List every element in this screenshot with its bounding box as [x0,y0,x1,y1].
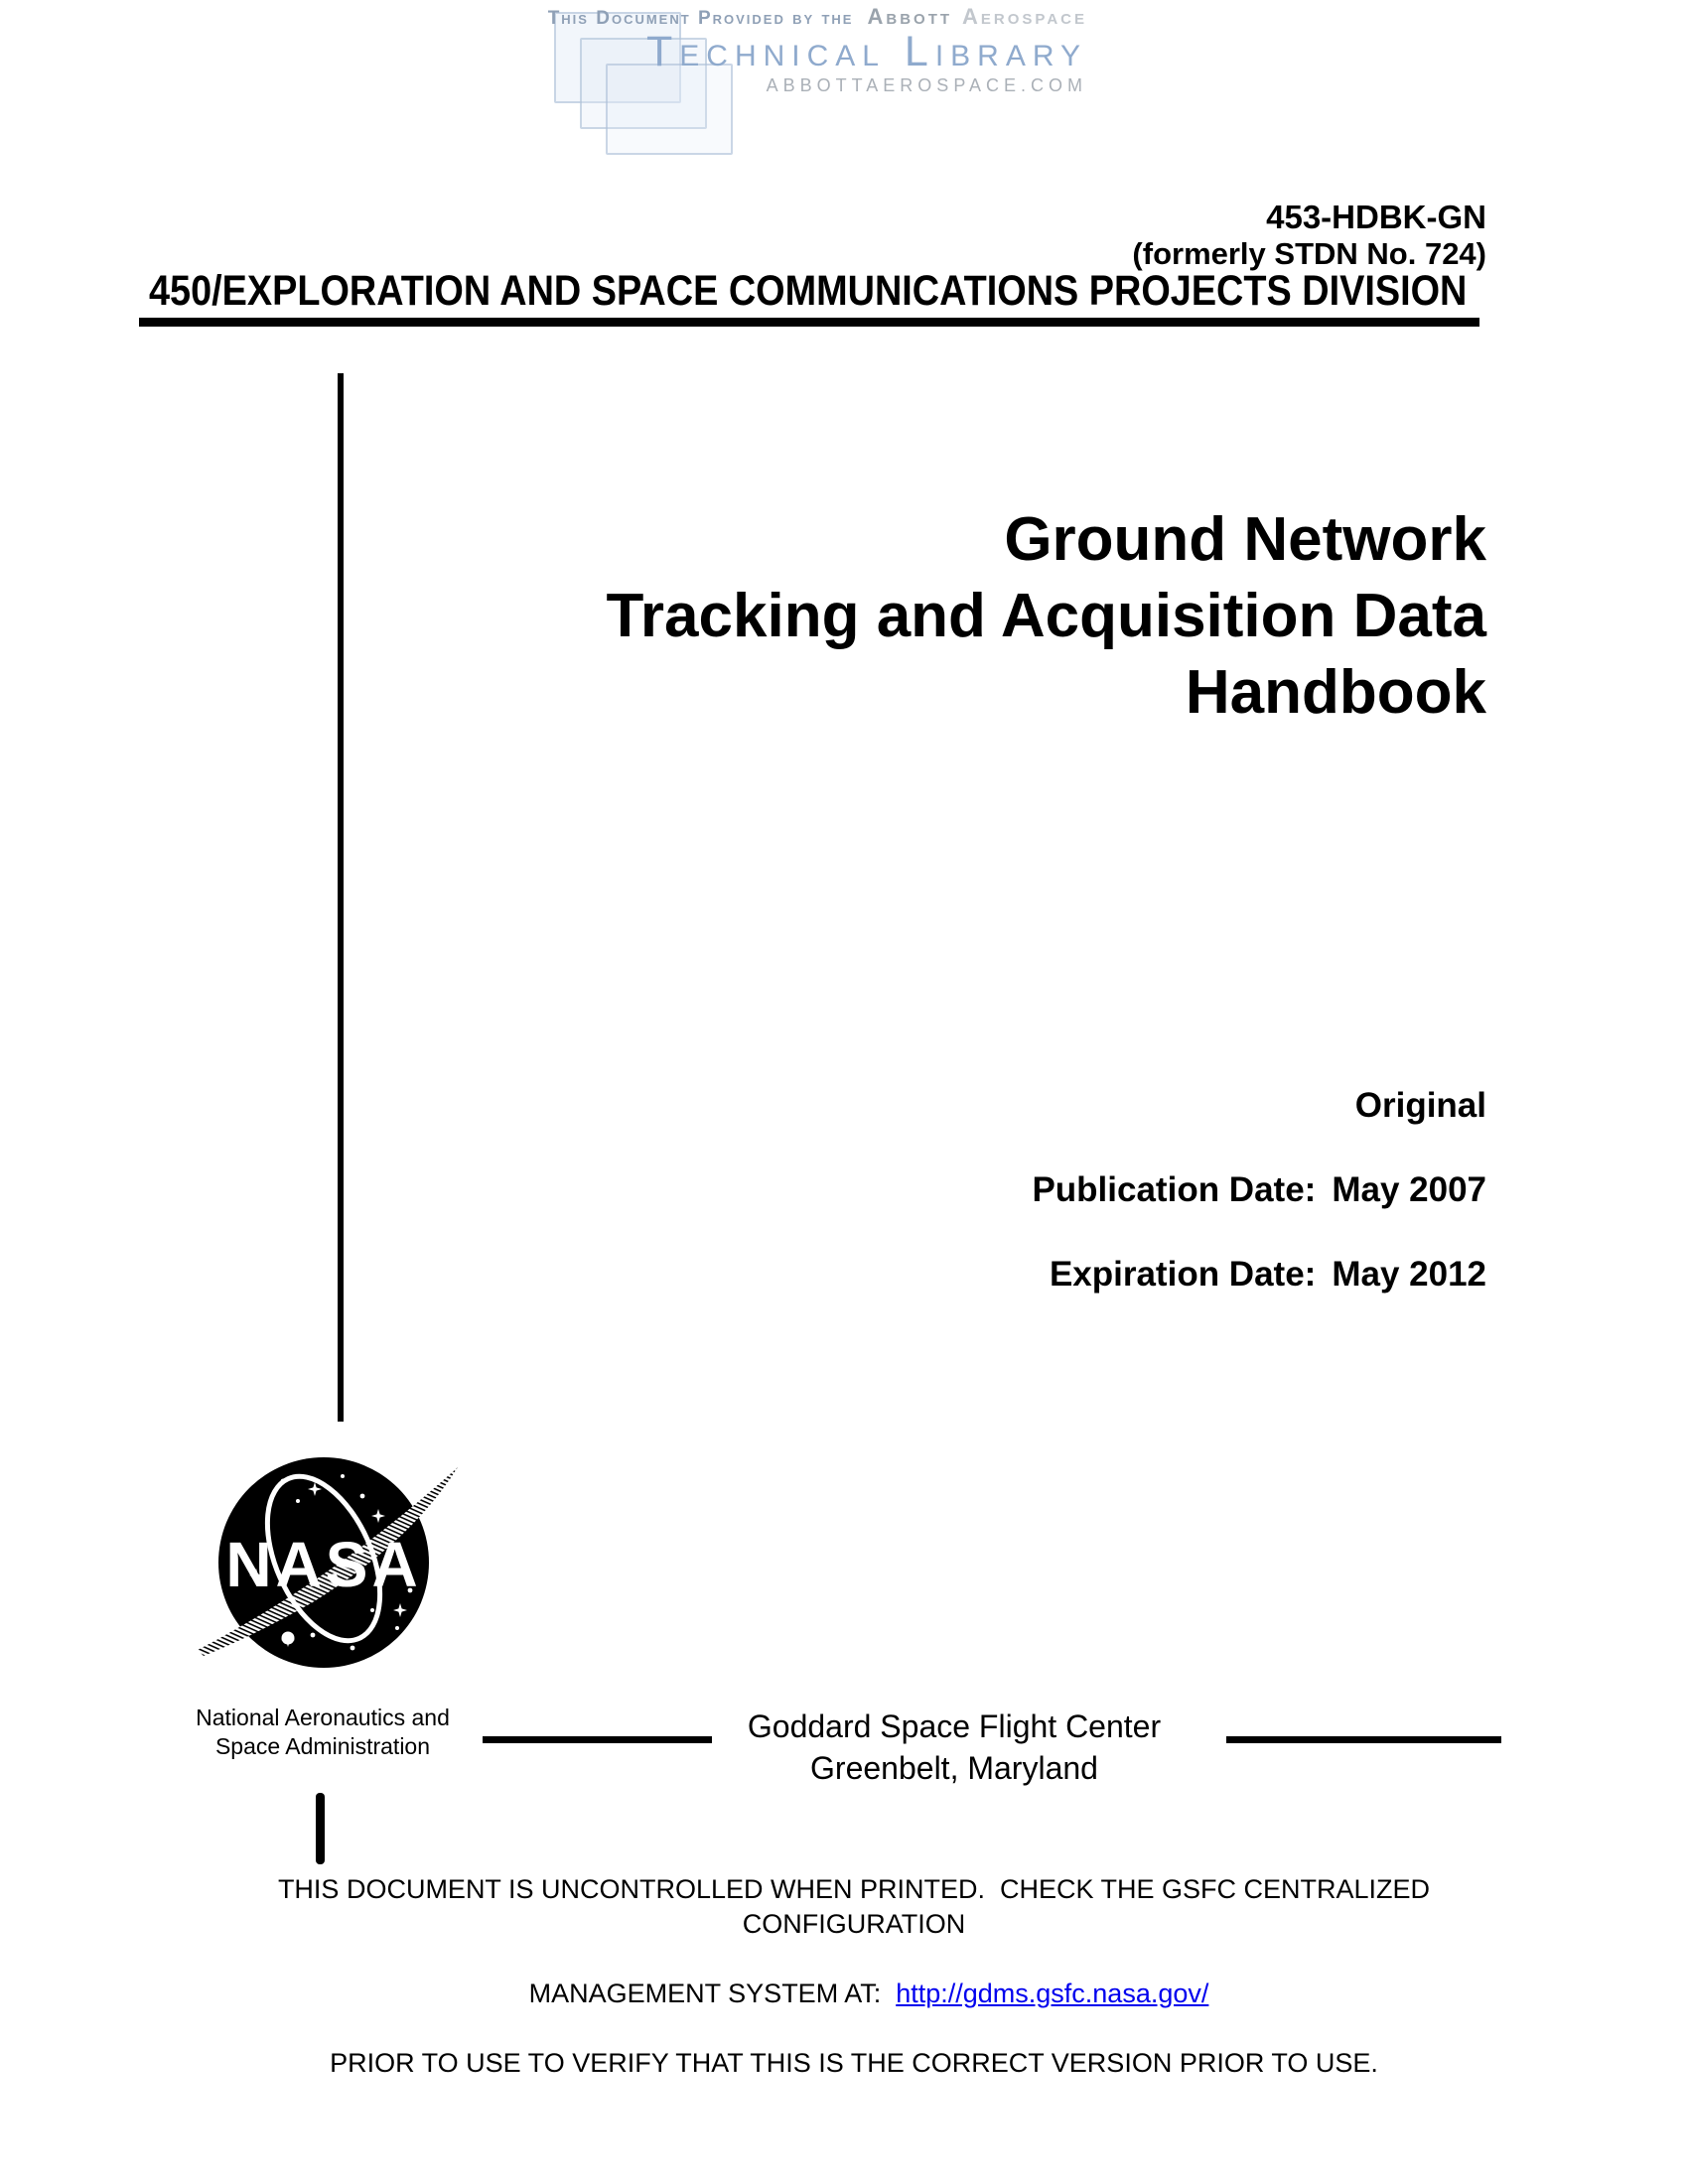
watermark-brand-aerospace: Aerospace [962,4,1087,29]
title-line-2: Tracking and Acquisition Data [606,582,1486,650]
doc-title [606,501,1486,731]
center-right-rule [1226,1736,1501,1743]
notice-line-2 [248,1942,1460,2046]
version-label: Original [1354,1086,1486,1125]
agency-line-2: Space Administration [214,1733,431,1759]
publication-date-value: May 2007 [1332,1170,1486,1209]
division-header: 450/EXPLORATION AND SPACE COMMUNICATIONS PROJECTS DIVISION [149,267,1468,315]
watermark-provided-line [548,4,1087,30]
gdms-link[interactable]: http://gdms.gsfc.nasa.gov/ [896,1979,1209,2008]
nasa-wordmark: NASA [225,1529,422,1600]
agency-name [189,1704,457,1761]
bottom-tick [316,1793,325,1864]
expiration-date-line [1032,1257,1486,1293]
watermark-library-title: Technical Library [646,28,1087,75]
title-line-1: Ground Network [1004,505,1486,574]
expiration-date-value: May 2012 [1332,1255,1486,1294]
notice-line-3: PRIOR TO USE TO VERIFY THAT THIS IS THE CORRECT VERSION PRIOR TO USE. [330,2048,1378,2078]
title-left-bar [338,373,344,1422]
nasa-insignia-logo [194,1441,472,1690]
center-name [686,1706,1222,1789]
watermark [548,4,1087,96]
publication-date-label: Publication Date: [1032,1170,1317,1209]
doc-number: 453-HDBK-GN [1266,199,1486,235]
publication-date-line [1032,1172,1486,1208]
expiration-date-label: Expiration Date: [1049,1255,1317,1294]
center-line-1: Goddard Space Flight Center [747,1708,1162,1744]
notice-line-1: THIS DOCUMENT IS UNCONTROLLED WHEN PRINTED. CHECK THE GSFC CENTRALIZED CONFIGURATION [277,1874,1438,1939]
watermark-brand-abbott: Abbott [867,4,953,29]
orbit-comet [282,1632,295,1645]
doc-formerly: (formerly STDN No. 724) [1132,236,1486,271]
division-rule [139,318,1479,327]
watermark-provided-text: This Document Provided by the [547,8,854,29]
agency-line-1: National Aeronautics and [196,1705,450,1730]
version-meta [1032,1088,1486,1293]
center-line-2: Greenbelt, Maryland [810,1750,1098,1786]
uncontrolled-notice [248,1872,1460,2081]
title-line-3: Handbook [1185,658,1486,727]
watermark-site-url: ABBOTTAEROSPACE.COM [766,75,1087,95]
center-left-rule [483,1736,712,1743]
doc-header [1132,199,1486,272]
notice-line-2-prefix: MANAGEMENT SYSTEM AT: [528,1979,897,2008]
